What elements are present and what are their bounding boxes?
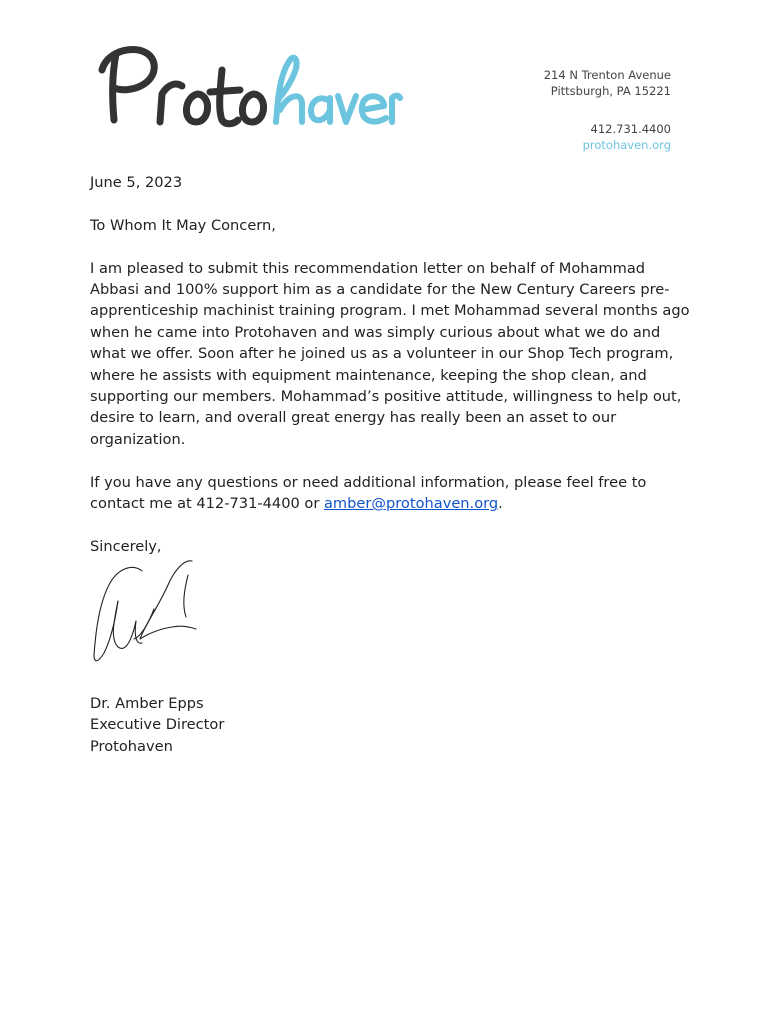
letter-closing: Sincerely, (90, 537, 162, 555)
contact-spacer (544, 99, 671, 121)
paragraph-2-end: . (498, 495, 503, 513)
signer-name: Dr. Amber Epps (90, 695, 204, 712)
signer-block (90, 693, 224, 757)
letterhead-contact (544, 67, 671, 153)
paragraph-2-text: If you have any questions or need additional information, please feel free to contact me at 412-731-4400 or (90, 473, 647, 513)
logo-text-proto (94, 135, 95, 136)
letter-paragraph-2 (90, 472, 690, 515)
logo-script-drawing (94, 40, 404, 135)
address-line-1: 214 N Trenton Avenue (543, 68, 671, 82)
letter-paragraph-1: I am pleased to submit this recommendation letter on behalf of Mohammad Abbasi and 100% support him as a candidate for the New Century Careers pre-apprenticeship machinist training program. I met Mohammad several months ago when he came into Protohaven and was simply curious about what we do and what we offer. Soon after he joined us as a volunteer in our Shop Tech program, where he assists with equipment maintenance, keeping the shop clean, and supporting our members. Mohammad’s positive attitude, willingness to help out, desire to learn, and overall great energy has really been an asset to our organization. (90, 259, 690, 448)
protohaven-logo (94, 40, 404, 135)
letter-date: June 5, 2023 (90, 174, 183, 191)
email-link[interactable]: amber@protohaven.org (323, 495, 499, 513)
signer-title: Executive Director (90, 716, 225, 734)
logo-text-haven (94, 135, 95, 136)
website-link[interactable]: protohaven.org (582, 138, 671, 152)
phone-number: 412.731.4400 (590, 122, 671, 136)
letter-body (90, 172, 690, 579)
signer-organization: Protohaven (90, 737, 173, 755)
letter-salutation: To Whom It May Concern, (90, 216, 276, 234)
address-line-2: Pittsburgh, PA 15221 (550, 84, 671, 98)
handwritten-signature (88, 555, 203, 670)
